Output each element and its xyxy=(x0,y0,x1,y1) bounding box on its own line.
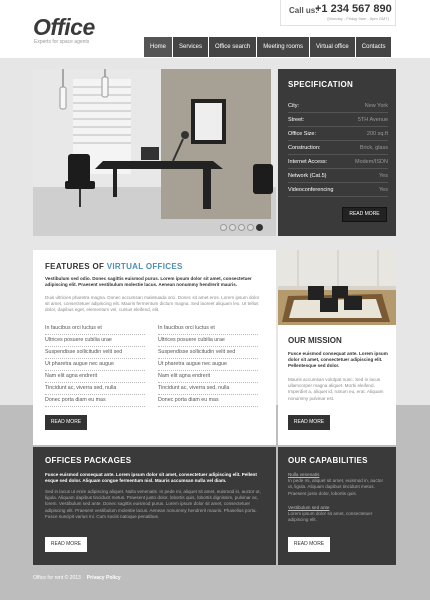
capabilities-title: OUR CAPABILITIES xyxy=(288,456,368,465)
list-item[interactable]: Nam elit agna endrerit xyxy=(45,371,145,383)
features-body: Duis ultricies pharetra magna. Donec accumsan malesuada orci. Donec sit amet eros. Lorem ipsum dolor sit amet, consectetuer adipiscing elit. Mauris fermentum dictum magna. Sed laoreet aliquam leo. Ut tellus dolor, dapibus eget, elementum vel, cursus eleifend, elit. xyxy=(45,295,260,313)
spec-value: 5TH Avenue xyxy=(357,116,388,123)
spec-value: Yes xyxy=(379,172,388,179)
features-title-main: FEATURES OF xyxy=(45,262,105,271)
spec-table xyxy=(288,99,388,197)
features-lead: Vestibulum sed odio. Donec sagittis euismod purus. Lorem ipsum dolor sit amet, consectetuer adipiscing elit. Praesent vestibulum molestie lacus. Aenean nonummy hendrerit mauris. xyxy=(45,276,252,288)
features-title-accent: VIRTUAL OFFICES xyxy=(106,262,183,271)
list-item[interactable]: Ultrices posuere cubilia urae xyxy=(158,335,258,347)
list-item[interactable]: Suspendisse sollicitudin velit sed xyxy=(45,347,145,359)
privacy-policy-link[interactable]: Privacy Policy xyxy=(86,575,121,581)
features-list-left xyxy=(45,323,145,407)
mission-lead: Fusce euismod consequat ante. Lorem ipsum dolor sit amet, consectetuer adipiscing elit. Pellentesque sed dolor. xyxy=(288,351,388,369)
packages-title: OFFICES PACKAGES xyxy=(45,456,132,465)
packages-body: Sed in lacus ut enim adipiscing aliquet. Nulla venenatis. In pede mi, aliquet sit amet, euismod in, auctor ut, ligula. Aliquam dapibus tincidunt metus. Praesent justo dolor, lobortis quis, lobortis dignissim, pulvinar ac, lorem. Vestibulum sed ante. Donec sagittis euismod purus. Lorem ipsum dolor sit amet, consectetuer adipiscing elit. Praesent vestibulum molestie lacus. Aenean nonummy hendrerit mauris. Phasellus porta. Fusce suscipit varius mi. Cum sociis natoque penatibus. xyxy=(45,489,261,519)
spec-row xyxy=(288,99,388,113)
spec-key: Internet Access: xyxy=(288,158,328,165)
mission-read-more-button[interactable]: READ MORE xyxy=(288,415,330,430)
nav-contacts[interactable]: Contacts xyxy=(356,37,392,57)
capabilities-section xyxy=(278,447,396,565)
features-section xyxy=(33,250,276,445)
mission-title: OUR MISSION xyxy=(288,336,342,345)
mission-body: Mauris accumsan volutpat nunc. Sed in lacus ullamcorper magna aliquet. Morbi eleifend. Imperdiet a, aliquet id, rutrum eu, erat. Aliquam nonummy pulvinar est. xyxy=(288,377,384,401)
features-list-right xyxy=(158,323,258,407)
spec-row xyxy=(288,169,388,183)
list-item[interactable]: Tincidunt ac, viverra sed, nulla xyxy=(158,383,258,395)
call-box xyxy=(280,0,396,26)
spec-key: Office Size: xyxy=(288,130,317,137)
slider-dots xyxy=(220,224,263,231)
list-item[interactable]: In faucibus orci luctus et xyxy=(158,323,258,335)
slider-dot[interactable] xyxy=(247,224,254,231)
spec-value: Brick, glass xyxy=(359,144,388,151)
spec-title: SPECIFICATION xyxy=(288,80,354,89)
slider-dot[interactable] xyxy=(220,224,227,231)
capability-link[interactable]: Nulla venenatis xyxy=(288,472,320,477)
mission-section xyxy=(278,250,396,445)
capability-link[interactable]: Vestibulum sed ante xyxy=(288,505,330,510)
spec-value: New York xyxy=(364,102,388,109)
capability-item xyxy=(288,505,388,524)
nav-virtual-office[interactable]: Virtual office xyxy=(310,37,355,57)
list-item[interactable]: Ut pharetra augue nec augue xyxy=(158,359,258,371)
spec-key: Videoconferencing xyxy=(288,186,334,193)
slider-dot[interactable] xyxy=(238,224,245,231)
packages-read-more-button[interactable]: READ MORE xyxy=(45,537,87,552)
nav-office-search[interactable]: Office search xyxy=(209,37,256,57)
list-item[interactable]: Ut pharetra augue nec augue xyxy=(45,359,145,371)
footer xyxy=(33,575,121,581)
business-hours: (Monday - Friday 9am - 6pm GMT) xyxy=(327,16,389,21)
spec-value: 200 sq.ft xyxy=(366,130,388,137)
spec-row xyxy=(288,155,388,169)
spec-row xyxy=(288,113,388,127)
spec-read-more-button[interactable]: READ MORE xyxy=(342,207,387,222)
list-item[interactable]: Suspendisse sollicitudin velit sed xyxy=(158,347,258,359)
capability-text: In pede mi, aliquet sit amet, euismod in, auctor ut, ligula. Aliquam dapibus tincidunt metus. Praesent justo dolor, lobortis quis. xyxy=(288,478,383,496)
features-title xyxy=(45,262,183,271)
slider-dot-active[interactable] xyxy=(256,224,263,231)
footer-copyright: Office for rent © 2013 xyxy=(33,575,81,581)
spec-key: City: xyxy=(288,102,299,109)
list-item[interactable]: Donec porta diam eu mas xyxy=(158,395,258,407)
list-item[interactable]: Ultrices posuere cubilia urae xyxy=(45,335,145,347)
nav-services[interactable]: Services xyxy=(173,37,208,57)
spec-row xyxy=(288,141,388,155)
phone-number: +1 234 567 890 xyxy=(315,3,392,15)
nav-home[interactable]: Home xyxy=(144,37,172,57)
mission-image xyxy=(278,250,396,325)
list-item[interactable]: Tincidunt ac, viverra sed, nulla xyxy=(45,383,145,395)
packages-lead: Fusce euismod consequat ante. Lorem ipsum dolor sit amet, consectetuer adipiscing elit. Pellent esque sed dolor. Aliquam congue fermentum nisl. Mauris accumsan nulla vel diam. xyxy=(45,472,257,484)
capability-item xyxy=(288,472,388,497)
spec-value: Yes xyxy=(379,186,388,193)
spec-key: Network (Cat.5) xyxy=(288,172,327,179)
call-label: Call us: xyxy=(289,6,318,15)
list-item[interactable]: Donec porta diam eu mas xyxy=(45,395,145,407)
spec-key: Construction: xyxy=(288,144,321,151)
site-tagline: Experts for space agents xyxy=(34,39,90,45)
list-item[interactable]: Nam elit agna endrerit xyxy=(158,371,258,383)
hero-office-image xyxy=(33,69,276,236)
nav-meeting-rooms[interactable]: Meeting rooms xyxy=(257,37,309,57)
features-read-more-button[interactable]: READ MORE xyxy=(45,415,87,430)
packages-section xyxy=(33,447,276,565)
slider-dot[interactable] xyxy=(229,224,236,231)
capability-text: Lorem ipsum dolor sit amet, consectetuer adipiscing elit. xyxy=(288,511,373,523)
list-item[interactable]: In faucibus orci luctus et xyxy=(45,323,145,335)
capabilities-read-more-button[interactable]: READ MORE xyxy=(288,537,330,552)
main-nav xyxy=(144,37,392,57)
spec-value: Modem/ISDN xyxy=(354,158,388,165)
spec-row xyxy=(288,127,388,141)
spec-key: Street: xyxy=(288,116,305,123)
spec-row xyxy=(288,183,388,197)
site-logo[interactable]: Office xyxy=(33,14,95,40)
